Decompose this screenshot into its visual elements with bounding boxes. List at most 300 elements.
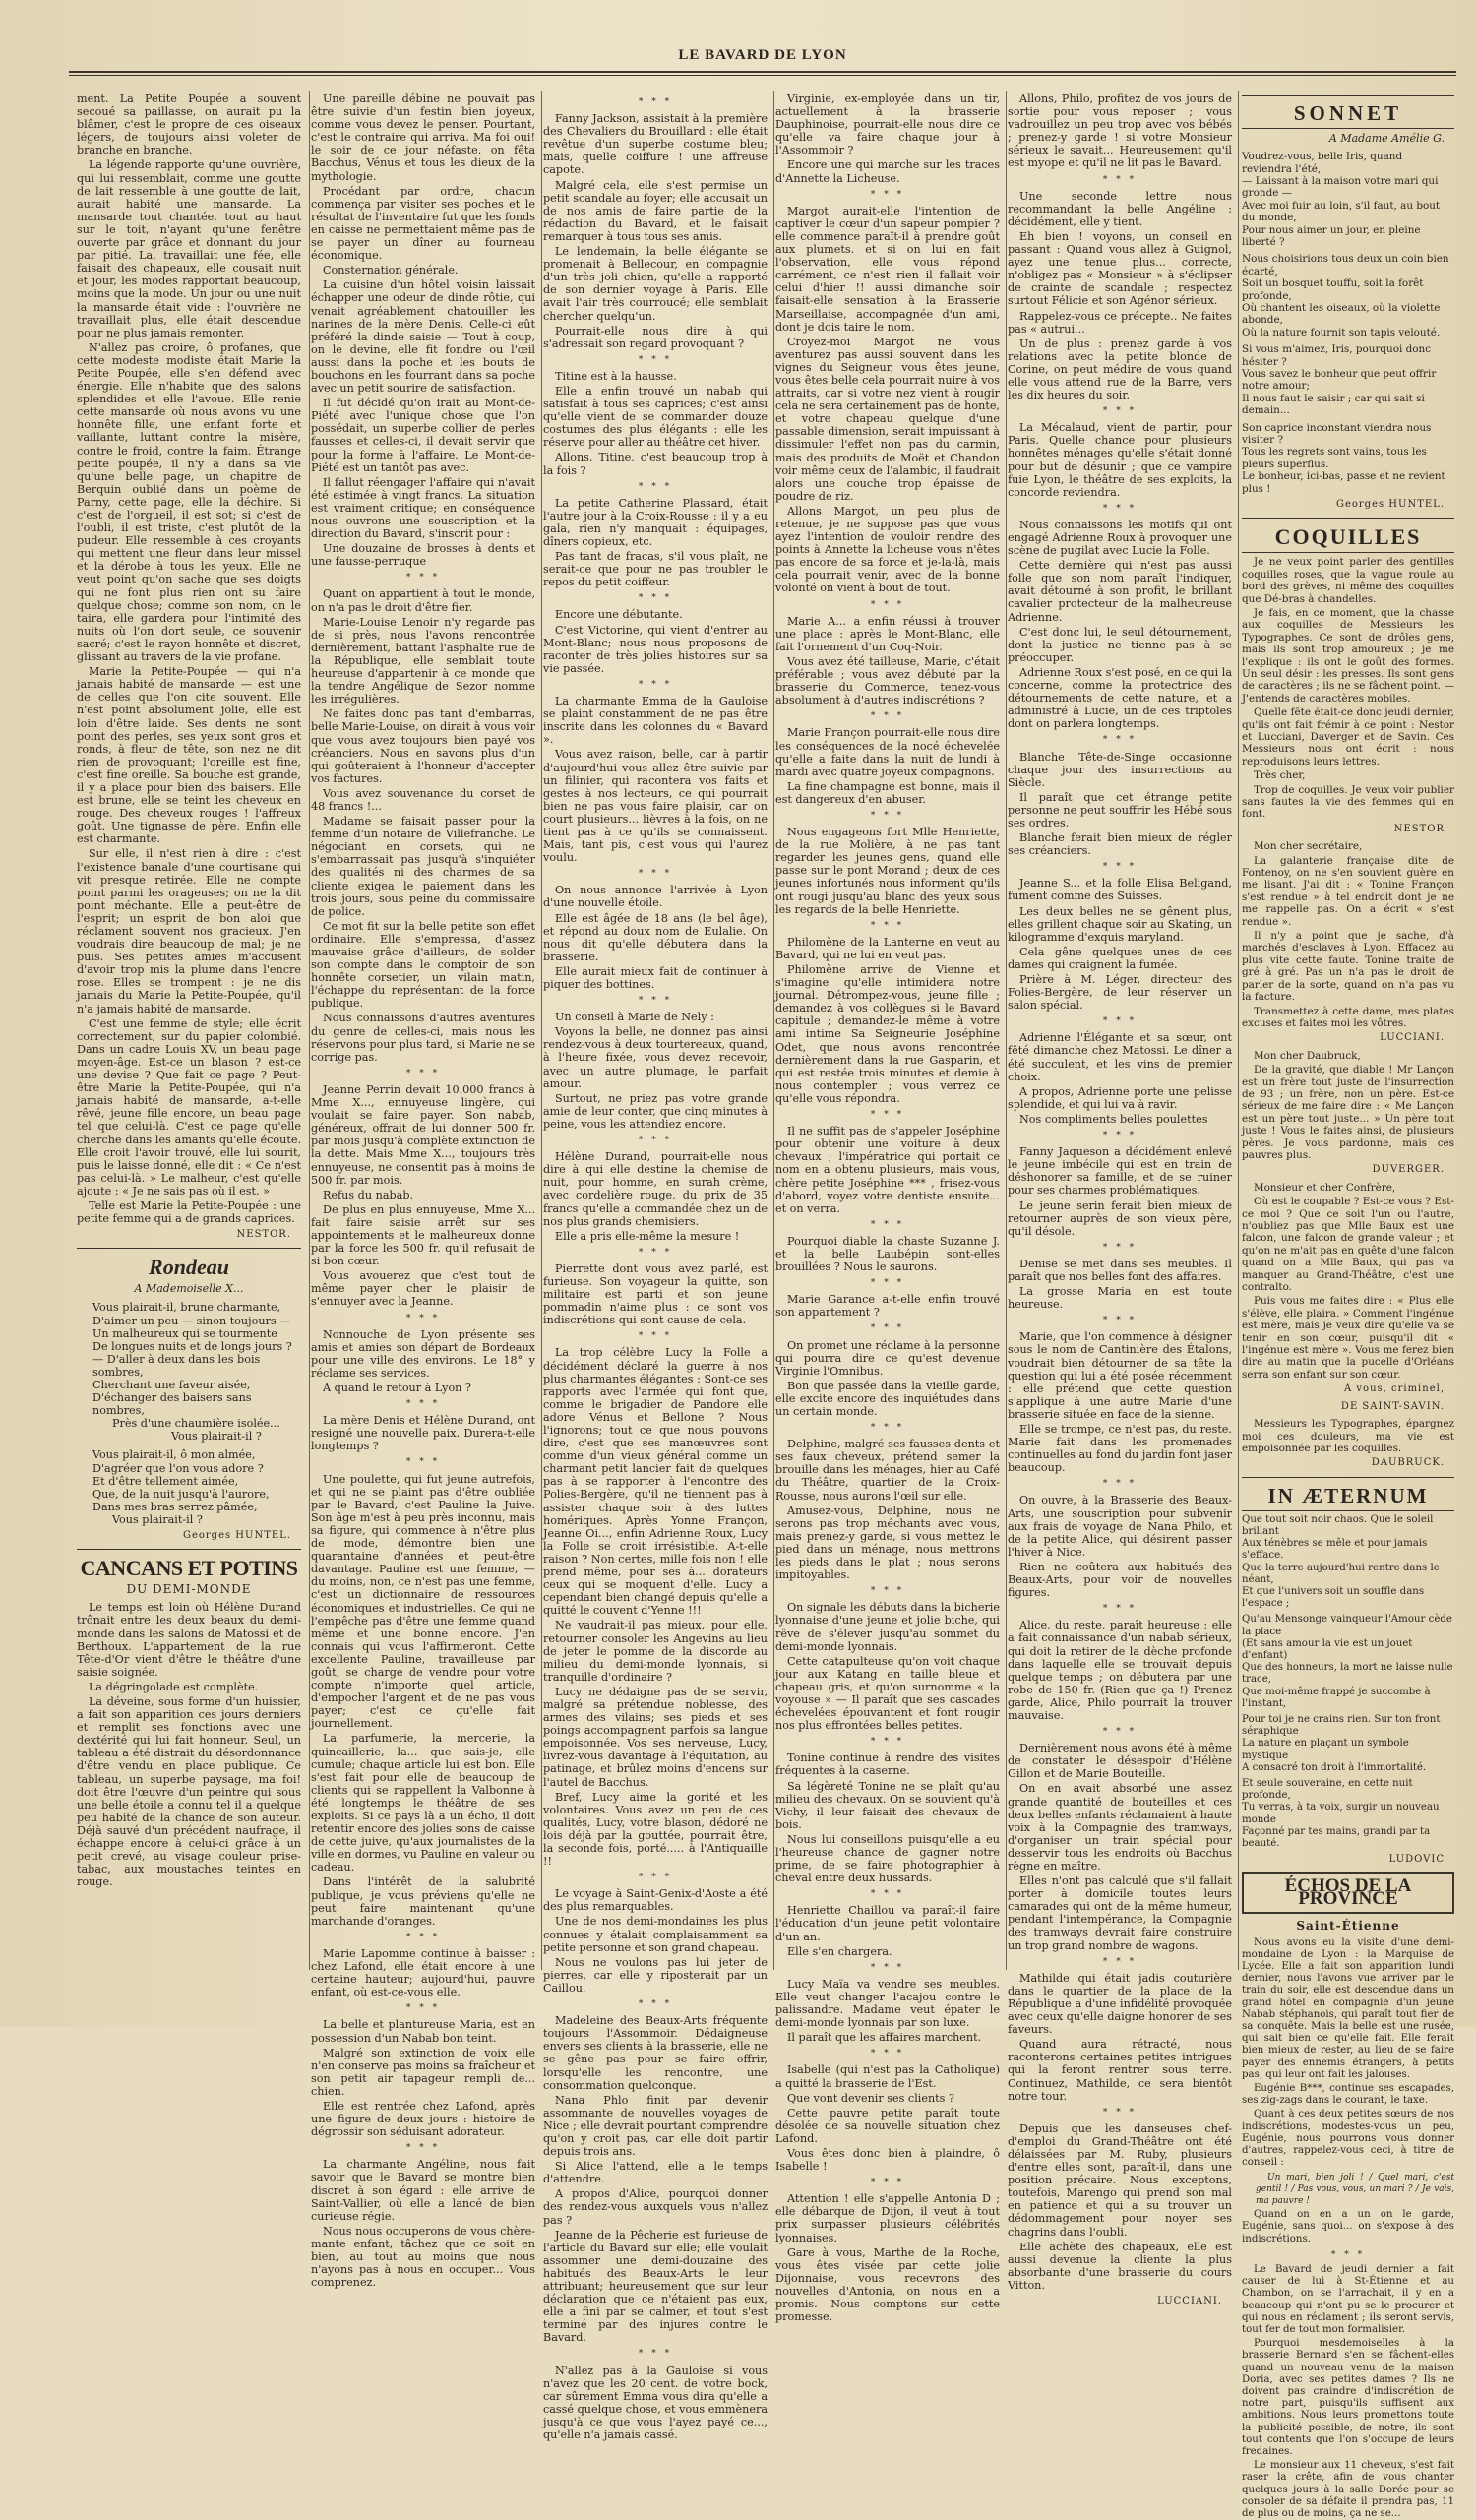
- poem-line: Et que l'univers soit un souffle dans l'espace ;: [1242, 1586, 1425, 1610]
- poem-line: Vous plairait-il ?: [171, 1430, 262, 1444]
- paragraph: Fanny Jackson, assistait à la première des Chevaliers du Brouillard : elle était revêtue d'un superbe costume bleu; mais, quelle coiffure ! une affreuse capote.: [543, 112, 768, 177]
- cancans-title: CANCANS ET POTINS: [80, 1556, 298, 1581]
- paragraph: Nous engageons fort Mlle Henriette, de la rue Molière, à ne pas tant regarder les jeunes gens, quand elle passe sur le pont Morand ; deux de ces jeunes infortunés nous informent qu'ils ont rougi jusqu'au blanc des yeux sous les regards de la belle Henriette.: [775, 826, 1000, 916]
- section-stars: * * *: [1102, 503, 1138, 514]
- paragraph: Marie la Petite-Poupée — qui n'a jamais habité de mansarde — est une de celles que l'on cite souvent. Elle n'est point absolument jolie, elle est loin d'être laide. Ses dents ne sont point des perles, ses yeux sont gros et ronds, à fleur de tête, son nez ne dit rien de provoquant; l'oreille est fine, c'est fine oreille. Sa bouche est grande, il y a place pour bien des baisers. Elle est brune, elle se teint les cheveux en rouge. Des cheveux rouges ! l'affreux goût. Une tignasse de père. Enfin elle est charmante.: [77, 665, 301, 846]
- poem-line: (Et sans amour la vie est un jouet d'enfant): [1242, 1637, 1413, 1662]
- section-stars: * * *: [638, 1136, 673, 1146]
- signature: NESTOR: [1393, 823, 1445, 834]
- section-stars: * * *: [870, 1219, 905, 1230]
- paragraph: Pas tant de fracas, s'il vous plaît, ne serait-ce que pour ne pas troubler le repos du petit coiffeur.: [543, 550, 768, 589]
- section-stars: * * *: [638, 2349, 673, 2360]
- divider: [77, 1549, 301, 1550]
- paragraph: Denise se met dans ses meubles. Il paraît que nos belles font des affaires.: [1008, 1257, 1232, 1283]
- paragraph: Cette pauvre petite paraît toute désolée de sa nouvelle situation chez Lafond.: [775, 2106, 1000, 2145]
- paragraph: Il paraît que les affaires marchent.: [787, 2031, 982, 2045]
- paragraph: Quand aura rétracté, nous raconterons certaines petites intrigues qui la feront rentrer sous terre. Continuez, Mathilde, ce sera bientôt notre tour.: [1008, 2038, 1232, 2103]
- poem-line: Tu verras, à ta voix, surgir un nouveau monde: [1242, 1802, 1440, 1825]
- paragraph: Il n'y a point que je sache, d'à marchés d'esclaves à Lyon. Effacez au plus vite cette faute. Tonine traite de gré à gré. Pas un n'a pas le droit de parler de la sorte, quand on n'a pas vu la facture.: [1242, 930, 1454, 1004]
- section-stars: * * *: [870, 1423, 905, 1434]
- section-stars: * * *: [870, 920, 905, 931]
- paragraph: Nous nous occuperons de vous chère-mante enfant, tâchez que ce soit en bien, au tout au moins que nous n'ayons pas à nous en occuper... Vous comprenez.: [311, 2224, 535, 2290]
- paragraph: Blanche ferait bien mieux de régler ses créanciers.: [1008, 831, 1232, 858]
- paragraph: Allons, Philo, profitez de vos jours de sortie pour vous reposer ; vous vadrouillez un peu trop avec vos bébés ; prenez-y garde ! si votre Monsieur sérieux le savait... Heureusement qu'il est myope et qu'il ne lit pas le Bavard.: [1008, 92, 1232, 170]
- coquilles-title: COQUILLES: [1274, 524, 1422, 550]
- paragraph: Un de plus : prenez garde à vos relations avec la petite blonde de Corine, on peut médire de vous quand elle vous attend rue de la Barre, vers les dix heures du soir.: [1008, 337, 1232, 402]
- poem-line: Vous plairait-il ?: [112, 1512, 203, 1526]
- section-stars: * * *: [1102, 1016, 1138, 1027]
- poem-line: D'agréer que l'on vous adore ?: [92, 1461, 264, 1475]
- column-separator: [541, 91, 542, 1970]
- paragraph: Refus du nabab.: [323, 1188, 414, 1201]
- paragraph: Nana Phlo finit par devenir assommante de nouvelles voyages de Nice ; elle devrait pourtant comprendre qu'on y croit pas, car elle doit partir depuis trois ans.: [543, 2093, 768, 2159]
- paragraph: C'est donc lui, le seul détournement, dont la justice ne tienne pas à se préoccuper.: [1008, 625, 1232, 664]
- paragraph: Sur elle, il n'est rien à dire : c'est l'existence banale d'une courtisane qui vit presque retirée. Elle ne compte point parmi les orageuses; on ne la dit point méchante. Elle a peut-être de l'esprit; un esprit de bon aloi que réclament souvent nos gracieux. J'en voudrais dire beaucoup de mal; je ne puis. Ses petites amies m'accusent d'avoir trop mis la plume dans l'encre rose. Elles se trompent : je ne dis jamais du Marie la Petite-Poupée, qu'il n'a jamais habité de mansarde.: [77, 847, 301, 1015]
- poem-line: Voudrez-vous, belle Iris, quand reviendra l'été,: [1242, 151, 1403, 175]
- signature: DUVERGER.: [1372, 1164, 1445, 1176]
- paragraph: Allons, Titine, c'est beaucoup trop à la fois ?: [543, 451, 768, 477]
- paragraph: La trop célèbre Lucy la Folle a décidément déclaré la guerre à nos plus charmantes élégantes : Sont-ce ses rapports avec l'armée qui font que, comme le brigadier de Pandore elle adore Vénus et Bellone ? Nous l'ignorons; tout ce que nous pouvons dire, c'est que ses manœuvres sont comme d'un vieux général comme un charmant petit lancier fait de quelques pas à se rapporter à l'encontre des Polies-Bergère, qu'il ne tiennent pas à assister chaque soir à des luttes homériques. Après Yonne Françon, Jeanne Oi..., enfin Adrienne Roux, Lucy la Folle se croit irrésistible. A-t-elle raison ? Non certes, mille fois non ! elle prend même, pour ses à... dorateurs ceux qui se moquent d'elle. Lucy a cependant bien changé depuis qu'elle a quitté le couvent d'Yenne !!!: [543, 1346, 768, 1618]
- paragraph: Marie, que l'on commence à désigner sous le nom de Cantinière des Étalons, voudrait bien détourner de sa tête la question qui lui a été posée récemment : elle prétend que cette question s'applique à une autre Marie d'une brasserie située en face de la sienne.: [1008, 1330, 1232, 1421]
- section-stars: * * *: [638, 679, 673, 690]
- column-separator: [773, 91, 774, 1970]
- paragraph: Adrienne Roux s'est posé, en ce qui la concerne, comme la protectrice des détournements de cette nature, et a administré à Lucie, un de ces triptoles dont on parlera longtemps.: [1008, 665, 1232, 731]
- column-4: [775, 92, 1000, 2324]
- paragraph: Il fut décidé qu'on irait au Mont-de-Piété avec l'unique chose que l'on possédait, un superbe collier de perles fausses et celles-ci, il devait servir que pour la forme à l'affaire. Le Mont-de-Piété est un tantôt pas avec.: [311, 397, 535, 474]
- paragraph: Trop de coquilles. Je veux voir publier sans fautes la vie des femmes qui en font.: [1242, 783, 1454, 821]
- paragraph: Malgré cela, elle s'est permise un petit scandale au foyer; elle accusait un de nos amis de faire partie de la rédaction du Bavard, et le faisait remarquer à tous tous ses amis.: [543, 178, 768, 243]
- paragraph: Vous avez raison, belle, car à partir d'aujourd'hui vous allez être suivie par un filinier, qui racontera vos faits et gestes à nos lecteurs, ce qui pourrait bien ne pas vous faire plaisir, car on court plusieurs... lièvres à la fois, on ne tient pas à ce qu'ils se connaissent. Mais, tant pis, c'est vous qui l'aurez voulu.: [543, 748, 768, 865]
- paragraph: La galanterie française dite de Fontenoy, on ne s'en souvient guère en me lisant. J'ai dit : « Tonine Françon s'est rendue » à tel endroit dont je ne me rappelle pas. On a écrit « s'est rendue ».: [1242, 854, 1454, 928]
- paragraph: Ce mot fit sur la belle petite son effet ordinaire. Elle s'empressa, d'assez mauvaise grâce d'ailleurs, de solder son compte dans le comptoir de son honnête corsetier, un vilain matin, l'échappe du représentant de la force publique.: [311, 919, 535, 1011]
- poem-line: Où la nature fournit son tapis velouté.: [1242, 326, 1441, 338]
- paragraph: Eh bien ! voyons, un conseil en passant : Quand vous allez à Guignol, ayez une tenue plus... correcte, n'obligez pas « Monsieur » à s'éclipser de crainte de scandale ; respectez surtout Félicie et son Agénor sérieux.: [1008, 229, 1232, 308]
- poem-line: Vous plairait-il, brune charmante,: [92, 1301, 281, 1315]
- paragraph: Un mari, bien joli ! / Quel mari, c'est gentil ! / Pas vous, vous, un mari ? / Je vais, ma pauvre !: [1256, 2172, 1454, 2206]
- echos-body: [1242, 1937, 1454, 2520]
- paragraph: Cette catapulteuse qu'on voit chaque jour aux Katang en taille bleue et chapeau gris, et qu'on surnomme « la voyouse » — Il paraît que ses cascades échevelées épouvantent et font rougir nos plus effrontées belles petites.: [775, 1654, 1000, 1733]
- paragraph: Alice, du reste, paraît heureuse : elle a fait connaissance d'un nabab sérieux, qui doit la retirer de la dèche profonde dans laquelle elle se trouvait depuis quelque temps ; on débutera par une robe de 150 fr. (Rien que ça !) Prenez garde, Alice, Philo pourrait la trouver mauvaise.: [1008, 1619, 1232, 1722]
- paragraph: Sa légèreté Tonine ne se plaît qu'au milieu des chevaux. On se souvient qu'à Vichy, il leur faisait des chevaux de bois.: [775, 1779, 1000, 1831]
- paragraph: Fanny Jaqueson a décidément enlevé le jeune imbécile qui est en train de déshonorer sa famille, et de se ruiner pour ses charmes problématiques.: [1008, 1145, 1232, 1198]
- section-stars: * * *: [870, 1278, 905, 1289]
- signature: NESTOR.: [236, 1229, 291, 1241]
- paragraph: Mon cher Daubruck,: [1254, 1049, 1361, 1062]
- paragraph: Allons Margot, un peu plus de retenue, je ne suppose pas que vous ayez l'intention de vouloir rendre des points à Annette la licheuse vous n'êtes pas encore de sa force et je-la-là, mais cela pourrait venir, avec de la bonne volonté on vient à bout de tout.: [775, 504, 1000, 595]
- divider: [1242, 95, 1454, 96]
- paragraph: Mon cher secrétaire,: [1254, 840, 1363, 853]
- section-stars: * * *: [870, 1737, 905, 1748]
- paragraph: Jeanne Perrin devait 10.000 francs à Mme X..., ennuyeuse lingère, qui voulait se faire payer. Son nabab, généreux, offrait de lui donner 500 fr. par mois jusqu'à complète extinction de la dette. Mais Mme X..., toujours très ennuyeuse, ne consentit pas à moins de 500 fr. par mois.: [311, 1082, 535, 1187]
- paragraph: Pourquoi mesdemoiselles à la brasserie Bernard s'en se fâchent-elles quand un nouveau venu de la maison Doria, avec ses petites dames ? Ils ne doivent pas craindre d'indiscrétion de notre part, puisqu'ils suffisent aux ambitions. Nous leurs promettons toute la publicité possible, de notre, ils sont tout contents que l'on s'occupe de leurs fredaines.: [1242, 2338, 1454, 2457]
- divider: [1242, 518, 1454, 519]
- section-stars: * * *: [638, 97, 673, 107]
- paragraph: Le monsieur aux 11 cheveux, s'est fait raser la crête, afin de vous chanter quelques jours à la salle Dorée pour se consoler de sa défaite il prendra pas, 11 de plus ou de moins, ça ne se...: [1242, 2460, 1454, 2519]
- paragraph: La mère Denis et Hélène Durand, ont resigné une nouvelle paix. Durera-t-elle longtemps ?: [311, 1414, 535, 1453]
- column-5: [1008, 92, 1232, 2306]
- paragraph: Elle achète des chapeaux, elle est aussi devenue la cliente la plus absorbante d'une brasserie du cours Vitton.: [1008, 2240, 1232, 2292]
- paragraph: Quant on appartient à tout le monde, on n'a pas le droit d'être fier.: [311, 587, 535, 614]
- paragraph: A propos, Adrienne porte une pelisse splendide, et qui lui va à ravir.: [1008, 1084, 1232, 1111]
- paragraph: La charmante Emma de la Gauloise se plaint constamment de ne pas être inscrite dans les colonnes du « Bavard ».: [543, 695, 768, 747]
- paragraph: La cuisine d'un hôtel voisin laissait échapper une odeur de dinde rôtie, qui venait agréablement chatouiller les narines de la mère Denis. Celle-ci eût préféré la dinde saisie — Tout à coup, on le devine, elle fit fondre ou l'œil aussi dans la poche et les bouts de bouchons en les fourrant dans sa poche avec un petit sourire de satisfaction.: [311, 278, 535, 396]
- poem-line: Le bonheur, ici-bas, passe et ne revient plus !: [1242, 470, 1445, 495]
- paragraph: Nous ne voulons pas lui jeter de pierres, car elle y riposterait par un Caillou.: [543, 1955, 768, 1995]
- paragraph: Isabelle (qui n'est pas la Catholique) a quitté la brasserie de l'Est.: [775, 2063, 1000, 2090]
- paragraph: Nous connaissons les motifs qui ont engagé Adrienne Roux à provoquer une scène de pugilat avec Lucie la Folle.: [1008, 518, 1232, 558]
- paragraph: On nous annonce l'arrivée à Lyon d'une nouvelle étoile.: [543, 884, 768, 910]
- column-separator: [1006, 91, 1007, 1970]
- poem-line: Il nous faut le saisir ; car qui sait si demain...: [1242, 392, 1425, 417]
- poem-line: Dans mes bras serrez pâmée,: [92, 1500, 258, 1513]
- aeternum-poem: [1242, 1514, 1454, 1850]
- paragraph: La légende rapporte qu'une ouvrière, qui lui ressemblait, comme une goutte de lait ressemble à une goutte de lait, aurait habité une mansarde. La mansarde tout chantée, tout au haut sur le toit, n'ayant qu'une fenêtre ouverte par grâce et donnant du jour par pitié. La, travaillait une fée, elle faisait des chapeaux, elle cousait nuit et jour, les modes rapportait beaucoup, moins que la mode. Un jour ou une nuit la mansarde était vide : l'ouvrière ne travaillait plus, elle était descendue pour ne plus jamais remonter.: [77, 158, 301, 339]
- paragraph: Elle aurait mieux fait de continuer à piquer des bottines.: [543, 964, 768, 991]
- poem-line: Aux ténèbres se mêle et pour jamais s'efface.: [1242, 1538, 1428, 1562]
- paragraph: Gare à vous, Marthe de la Roche, vous êtes visée par cette jolie Dijonnaise, vous recevrons des nouvelles d'Antonia, on nous en a promis. Nous comptons sur cette promesse.: [775, 2245, 1000, 2324]
- paragraph: Blanche Tête-de-Singe occasionne chaque jour des insurrections au Siècle.: [1008, 750, 1232, 789]
- section-stars: * * *: [870, 810, 905, 821]
- column-separator: [1238, 91, 1239, 1970]
- paragraph: La belle et plantureuse Maria, est en possession d'un Nabab bon teint.: [311, 2018, 535, 2045]
- paragraph: Philomène arrive de Vienne et s'imagine qu'elle intimidera notre journal. Détrompez-vous, jeune fille ; demandez à vos collègues si le Bavard capitule ; demandez-le même à votre ami intime Sa Seigneurie Joséphine Odet, que nous avons rencontrée dernièrement dans la rue Gasparin, et qui est restée trois minutes et demie à nous contempler ; vous verrez ce qu'elle vous répondra.: [775, 963, 1000, 1105]
- paragraph: Elle est rentrée chez Lafond, après une figure de deux jours : histoire de dégrossir son séduisant adorateur.: [311, 2099, 535, 2139]
- poem-line: Si vous m'aimez, Iris, pourquoi donc hésiter ?: [1242, 343, 1432, 368]
- paragraph: Mathilde qui était jadis couturière dans le quartier de la place de la République a d'une infidélité provoquée avec ceux qu'elle daigne honorer de ses faveurs.: [1008, 1971, 1232, 2037]
- section-stars: * * *: [405, 2003, 441, 2014]
- paragraph: N'allez pas à la Gauloise si vous n'avez que les 20 cent. de votre bock, car sûrement Emma vous dira qu'elle a cassé quelque chose, et vous emmènera jusqu'à ce que vous l'ayez payé ce..., qu'elle n'a jamais cassé.: [543, 2364, 768, 2442]
- section-stars: * * *: [1330, 2249, 1366, 2260]
- paragraph: Puis vous me faites dire : « Plus elle s'élève, elle plaira. » Comment l'ingénue est mère, mais je veux dire qu'elle va se tenir en son cœur, puisqu'il dit « l'ingénue est mère ». Vous me ferez bien dire au matin que la pucelle d'Orléans serra son enfant sur son cœur.: [1242, 1295, 1454, 1381]
- poem-line: La nature en plaçant un symbole mystique: [1242, 1738, 1409, 1761]
- paragraph: Bref, Lucy aime la gorité et les volontaires. Vous avez un peu de ces qualités, Lucy, votre blason, dédoré ne lois déjà par la gouttée, pourrait être, la seconde fois, porté..... à l'Antiquaille !!: [543, 1790, 768, 1869]
- section-stars: * * *: [1102, 2107, 1138, 2118]
- paragraph: Henriette Chaillou va paraît-il faire l'éducation d'un jeune petit volontaire d'un an.: [775, 1904, 1000, 1943]
- paragraph: La fine champagne est bonne, mais il est dangereux d'en abuser.: [775, 779, 1000, 806]
- poem-line: Et seule souveraine, en cette nuit profonde,: [1242, 1778, 1413, 1802]
- paragraph: De plus en plus ennuyeuse, Mme X... fait faire saisie arrêt sur ses appointements et le malheureux donne par la force les 500 fr. qu'il refusait de si bon cœur.: [311, 1202, 535, 1268]
- paragraph: Ne vaudrait-il pas mieux, pour elle, retourner consoler les Angevins au lieu de jeter le pomme de la discorde au milieu du demi-monde lyonnais, si tranquille d'ordinaire ?: [543, 1619, 768, 1684]
- paragraph: Vous avouerez que c'est tout de même payer cher le plaisir de s'ennuyer avec la Jeanne.: [311, 1269, 535, 1309]
- sonnet-title: SONNET: [1293, 101, 1403, 125]
- paragraph: Le Bavard de jeudi dernier a fait causer de lui à St-Étienne et au Chambon, on se l'arrachait, il y en a beaucoup qui n'ont pu se le procurer et qui nous en réclament ; ils seront servis, tout fer de tout mon formalisier.: [1242, 2263, 1454, 2335]
- paragraph: Voyons la belle, ne donnez pas ainsi rendez-vous à deux tourtereaux, quand, à l'heure fixée, vous devez recevoir, avec un autre plumage, le parfait amour.: [543, 1025, 768, 1090]
- paragraph: Le jeune serin ferait bien mieux de retourner auprès de son vieux père, qu'il désole.: [1008, 1199, 1232, 1238]
- paragraph: Marie Françon pourrait-elle nous dire les conséquences de la nocé échevelée qu'elle a faite dans la nuit de lundi à mardi avec quatre joyeux compagnons.: [775, 726, 1000, 778]
- paragraph: Nous connaissons d'autres aventures du genre de celles-ci, mais nous les réservons pour plus tard, si Marie ne se corrige pas.: [311, 1012, 535, 1064]
- section-stars: * * *: [638, 869, 673, 880]
- section-stars: * * *: [405, 1399, 441, 1410]
- paragraph: Dernièrement nous avons été à même de constater le désespoir d'Hélène Gillon et de Marie Bouteille.: [1008, 1742, 1232, 1781]
- paragraph: La déveine, sous forme d'un huissier, a fait son apparition ces jours derniers et remplit ses fonctions avec une dextérité qui lui fait honneur. Seul, un tableau a été distrait du désordonnance d'être vendu en place publique. Ce tableau, un superbe paysage, ma foi! doit être l'œuvre d'un peintre qui sous une belle étoile a connu tel il a quelque peu habité de la chance de son auteur. Déjà sauvé d'un précédent naufrage, il échappe encore à celui-ci grâce à un petit crevé, au visage couleur prise-tabac, aux moustaches teintes en rouge.: [77, 1694, 301, 1889]
- paragraph: Il fallut réengager l'affaire qui n'avait été estimée à vingt francs. La situation est vraiment critique; en conséquence nous ouvrons une souscription et la direction du Bavard, s'inscrit pour :: [311, 475, 535, 541]
- poem-line: A consacré ton droit à l'immortalité.: [1242, 1761, 1427, 1773]
- paragraph: Jeanne de la Pêcherie est furieuse de l'article du Bavard sur elle; elle voulait assommer une demi-douzaine des habitués des Beaux-Arts le leur attribuant; heureusement que sur leur déclaration que ce n'étaient pas eux, elle a fini par se calmer, et tout s'est terminé par des injures contre le Bavard.: [543, 2228, 768, 2345]
- poem-line: De longues nuits et de longs jours ?: [92, 1339, 292, 1353]
- poem-line: Que la terre aujourd'hui rentre dans le néant,: [1242, 1562, 1440, 1585]
- masthead-rule-top: [69, 71, 1456, 73]
- section-stars: * * *: [405, 1932, 441, 1942]
- poem-line: Avec moi fuir au loin, s'il faut, au bout du monde,: [1242, 199, 1441, 224]
- paragraph: Pourquoi diable la chaste Suzanne J. et la belle Laubépin sont-elles brouillées ? Nous le saurons.: [775, 1234, 1000, 1274]
- poem-line: Un malheureux qui se tourmente: [92, 1326, 277, 1340]
- divider: [1242, 1477, 1454, 1478]
- paragraph: Malgré son extinction de voix elle n'en conserve pas moins sa fraîcheur et son petit air tapageur rempli de... chien.: [311, 2046, 535, 2098]
- paragraph: Madeleine des Beaux-Arts fréquente toujours l'Assommoir. Dédaigneuse envers ses clients à la brasserie, elle ne se gêne pas pour se faire offrir, lorsqu'elle les rencontre, une consommation quelconque.: [543, 2014, 768, 2092]
- poem-line: Soit un bosquet touffu, soit la forêt profonde,: [1242, 277, 1424, 302]
- paragraph: Une seconde lettre nous recommandant la belle Angéline : décidément, elle y tient.: [1008, 189, 1232, 228]
- paragraph: La dégringolade est complète.: [89, 1680, 259, 1693]
- paragraph: Depuis que les danseuses chef-d'emploi du Grand-Théâtre ont été délaissées par M. Ruby, plusieurs d'entre elles sont, paraît-il, dans une position précaire. Nous exceptons, toutefois, Marengo qui prend son mal en patience et qui a su trouver un dédommagement pour noyer ses chagrins dans l'oubli.: [1008, 2121, 1232, 2239]
- paragraph: Elle a pris elle-même la mesure !: [555, 1229, 740, 1243]
- paragraph: La grosse Maria en est toute heureuse.: [1008, 1285, 1232, 1312]
- paragraph: Virginie, ex-employée dans un tir, actuellement à la brasserie Dauphinoise, pourrait-elle nous dire ce qu'elle va faire chaque jour à l'Assommoir ?: [775, 92, 1000, 157]
- paragraph: Nonnouche de Lyon présente ses amis et amies son départ de Bordeaux pour une ville des environs. Le 18° y réclame ses services.: [311, 1327, 535, 1380]
- paragraph: Lucy ne dédaigne pas de se servir, malgré sa prétendue noblesse, des armes des vilains; ses pieds et ses poings accompagnent parfois sa langue empoisonnée. Vos ses nerveuse, Lucy, livrez-vous davantage à l'équitation, au patinage, et brûlez moins d'encens sur l'autel de Bacchus.: [543, 1685, 768, 1789]
- paragraph: Elle a enfin trouvé un nabab qui satisfait à tous ses caprices; c'est ainsi qu'elle vient de se commander douze costumes des plus élégants : elle les réserve pour aller au théâtre cet hiver.: [543, 384, 768, 450]
- paragraph: Rappelez-vous ce précepte.. Ne faites pas « autrui...: [1008, 309, 1232, 336]
- paragraph: Nous avons eu la visite d'une demi-mondaine de Lyon : la Marquise de Lycée. Elle a fait son apparition lundi dernier, nous l'avons vue arriver par le train du soir, elle est descendue dans un grand hôtel en compagnie d'un jeune Nabab stéphanois, qui paraît tout fier de sa conquête. Mais la belle est une rusée, qui sait bien ce qu'elle fait. Elle ferait bien mieux de rester, au lieu de se faire payer des ennemis étrangers, à petits pas, qui leur ont fait les jalouses.: [1242, 1936, 1454, 2080]
- section-stars: * * *: [1102, 1727, 1138, 1738]
- section-stars: * * *: [870, 2049, 905, 2059]
- poem-line: — D'aller à deux dans les bois sombres,: [92, 1352, 261, 1379]
- poem-line: D'aimer un peu — sinon toujours —: [92, 1314, 291, 1327]
- paragraph: C'est Victorine, qui vient d'entrer au Mont-Blanc; nous nous proposons de raconter de très jolies histoires sur sa vie passée.: [543, 623, 768, 675]
- column-2: [311, 92, 535, 2290]
- signature: DAUBRUCK.: [1371, 1457, 1445, 1469]
- section-stars: * * *: [405, 573, 441, 584]
- section-stars: * * *: [870, 1586, 905, 1597]
- paragraph: Quant à ces deux petites sœurs de nos indiscrétions, modestes-vous un peu, Eugénie, nous pourrons vous donner d'autres, rappelez-vous ceci, à titre de conseil :: [1242, 2109, 1454, 2169]
- sonnet-dedication: A Madame Amélie G.: [1328, 132, 1445, 146]
- paragraph: Dans l'intérêt de la salubrité publique, je vous préviens qu'elle ne peut faire maintenant qu'une marchande d'oranges.: [311, 1875, 535, 1928]
- paragraph: Une pareille débine ne pouvait pas être suivie d'un festin bien joyeux, comme vous devez le penser. Pourtant, c'est le contraire qui arriva. Ma foi oui! le soir de ce jour néfaste, on fêta Bacchus, Vénus et tous les dieux de la mythologie.: [311, 92, 535, 183]
- paragraph: Ne faites donc pas tant d'embarras, belle Marie-Louise, on dirait à vous voir que vous avez toujours bien payé vos créanciers. Nous en savons plus d'un qui goûteraient à l'honneur d'accepter vos factures.: [311, 707, 535, 785]
- paragraph: On ouvre, à la Brasserie des Beaux-Arts, une souscription pour subvenir aux frais de voyage de Nana Philo, et de la petite Alice, qui désirent passer l'hiver à Nice.: [1008, 1494, 1232, 1559]
- column-1: [77, 92, 301, 1967]
- divider: [77, 1248, 301, 1249]
- paragraph: La charmante Angéline, nous fait savoir que le Bavard se montre bien discret à son égard : elle arrive de Saint-Vallier, où elle a lancé de bien curieuse régie.: [311, 2158, 535, 2223]
- paragraph: Tonine continue à rendre des visites fréquentes à la caserne.: [775, 1752, 1000, 1778]
- poem-line: Où chantent les oiseaux, où la violette abonde,: [1242, 302, 1441, 327]
- section-stars: * * *: [1102, 174, 1138, 185]
- paragraph: Madame se faisait passer pour la femme d'un notaire de Villefranche. Le négociant en corsets, qui ne s'embarrassait pas jusqu'à s'inquiéter des qualités ni des charmes de sa cliente exigea le paiement dans les trois jours, sous peine du commissaire de police.: [311, 815, 535, 918]
- poem-line: Que, de la nuit jusqu'à l'aurore,: [92, 1487, 270, 1501]
- paragraph: Eugénie B***, continue ses escapades, ses zig-zags dans le courant, le taxe.: [1242, 2083, 1454, 2107]
- section-stars: * * *: [1102, 1242, 1138, 1253]
- column-3: [543, 92, 768, 2442]
- echos-subtitle: Saint-Étienne: [1296, 1918, 1400, 1933]
- paragraph: Monsieur et cher Confrère,: [1254, 1181, 1396, 1194]
- poem-line: — Laissant à la maison votre mari qui gronde —: [1242, 174, 1439, 200]
- section-stars: * * *: [870, 1962, 905, 1973]
- section-stars: * * *: [1102, 735, 1138, 746]
- paragraph: On en avait absorbé une assez grande quantité de bouteilles et ces deux belles enfants réclamaient à haute voix à la Compagnie des tramways, d'organiser un train spécial pour desservir tous les endroits où Bacchus règne en maître.: [1008, 1782, 1232, 1873]
- paragraph: Que vont devenir ses clients ?: [787, 2091, 954, 2105]
- paragraph: Une douzaine de brosses à dents et une fausse-perruque: [311, 542, 535, 569]
- paragraph: A propos d'Alice, pourquoi donner des rendez-vous auxquels vous n'allez pas ?: [543, 2187, 768, 2227]
- section-stars: * * *: [638, 1247, 673, 1258]
- rondeau-poem: [77, 1301, 301, 1526]
- section-stars: * * *: [405, 2143, 441, 2154]
- paragraph: Les deux belles ne se gênent plus, elles grillent chaque soir au Skating, un kilogramme d'exquis maryland.: [1008, 904, 1232, 944]
- section-stars: * * *: [870, 2178, 905, 2188]
- paragraph: Cette dernière qui n'est pas aussi folle que son nom paraît l'indiquer, avait détourné à son profit, le brillant cavalier protecteur de la malheureuse Adrienne.: [1008, 559, 1232, 624]
- paragraph: Telle est Marie la Petite-Poupée : une petite femme qui a de grands caprices.: [77, 1199, 301, 1226]
- section-stars: * * *: [1102, 862, 1138, 873]
- section-stars: * * *: [870, 1889, 905, 1900]
- paragraph: Elle s'en chargera.: [787, 1944, 892, 1958]
- paragraph: Procédant par ordre, chacun commença par visiter ses poches et le résultat de l'inventaire fut que les fonds en caisse ne permettaient même pas de se payer un dîner au fourneau économique.: [311, 184, 535, 263]
- poem-line: Pour toi je ne crains rien. Sur ton front séraphique: [1242, 1714, 1441, 1738]
- paragraph: Quand on en a un on le garde, Eugénie, sans quoi... on s'expose à des indiscrétions.: [1242, 2209, 1454, 2244]
- section-stars: * * *: [638, 354, 673, 365]
- paragraph: Elle est âgée de 18 ans (le bel âge), et répond au doux nom de Eulalie. On nous dit qu'elle débutera dans la brasserie.: [543, 911, 768, 963]
- paragraph: Le temps est loin où Hélène Durand trônait entre les deux beaux du demi-monde dans les salons de Matossi et de Berthoux. L'appartement de la rue Tête-d'Or vient d'être le théâtre d'une saisie soignée.: [77, 1601, 301, 1679]
- section-stars: * * *: [638, 1999, 673, 2010]
- poem-line: D'échanger des baisers sans nombres,: [92, 1391, 252, 1418]
- echos-title: ÉCHOS DE LA PROVINCE: [1242, 1872, 1454, 1913]
- section-stars: * * *: [1102, 1479, 1138, 1490]
- paragraph: Le lendemain, la belle élégante se promenait à Bellecour, en compagnie d'un très joli chien, qu'elle a rapporté de son dernier voyage à Paris. Elle avait l'air très courroucé; elle semblait chercher quelqu'un.: [543, 245, 768, 323]
- poem-line: Cherchant une faveur aisée,: [92, 1379, 251, 1391]
- signature: A vous, criminel,: [1344, 1383, 1445, 1395]
- paragraph: Une de nos demi-mondaines les plus connues y étalait complaisamment sa petite personne et son grand chapeau.: [543, 1915, 768, 1954]
- paragraph: Pourrait-elle nous dire à qui s'adressait son regard provoquant ?: [543, 324, 768, 350]
- section-stars: * * *: [1102, 1956, 1138, 1967]
- paragraph: Marie Lapomme continue à baisser : chez Lafond, elle était encore à une certaine hauteur; aujourd'hui, pauvre enfant, où est-ce-vous elle.: [311, 1946, 535, 1999]
- paragraph: Titine est à la hausse.: [555, 369, 677, 383]
- paragraph: Elles n'ont pas calculé que s'il fallait porter à domicile toutes leurs camarades qui ont de la même humeur, pendant l'intempérance, la Compagnie des tramways devrait faire construire un trop grand nombre de wagons.: [1008, 1875, 1232, 1952]
- signature: LUCCIANI.: [1157, 2296, 1222, 2306]
- coquilles-body: [1242, 556, 1454, 1469]
- section-stars: * * *: [638, 1873, 673, 1883]
- section-stars: * * *: [870, 711, 905, 722]
- paragraph: Rien ne coûtera aux habitués des Beaux-Arts, pour voir de nouvelles figures.: [1008, 1560, 1232, 1600]
- paragraph: Marie A... a enfin réussi à trouver une place : après le Mont-Blanc, elle fait l'ornement d'un Coq-Noir.: [775, 614, 1000, 653]
- section-stars: * * *: [1102, 1316, 1138, 1326]
- poem-line: Et d'être tellement aimée,: [92, 1474, 239, 1488]
- paragraph: Croyez-moi Margot ne vous aventurez pas aussi souvent dans les vignes du Seigneur, vous êtes jeune, vous êtes belle cela pourrait nuire à vos attraits, car si votre nez vient à rougir cela ne sera certainement pas de honte, et votre chapeau quelque d'une passable dimension, serait impuissant à dissimuler l'effet non pas du carmin, mais des produits de Moët et Chandon voir même ceux de l'alambic, il faudrait alors une couche trop épaisse de poudre de riz.: [775, 335, 1000, 503]
- poem-line: Que des honneurs, la mort ne laisse nulle trace,: [1242, 1662, 1453, 1686]
- paragraph: Jeanne S... et la folle Elisa Beligand, fument comme des Suisses.: [1008, 877, 1232, 903]
- paragraph: Il paraît que cet étrange petite personne ne peut souffrir les Hébé sous ses ordres.: [1008, 790, 1232, 830]
- paragraph: C'est une femme de style; elle écrit correctement, sur du papier colombié. Dans un cadre Louis XV, un beau page moyen-âge. Est-ce un blason ? est-ce une devise ? Que fait ce page ? Peut-être Marie la Petite-Poupée, qui n'a jamais habité de mansarde, a-t-elle rêvé, jeune fille encore, un beau page tel que celui-là. C'est ce page qu'elle cherche dans les amants qu'elle écoute. Elle croit l'avoir trouvé, elle lui sourit, puis le laisse donné, elle dit : « Ce n'est pas celui-là. » Le malheur, c'est qu'elle ajoute : « Je ne sais pas où il est. »: [77, 1016, 301, 1198]
- column-6: [1242, 92, 1454, 2519]
- section-stars: * * *: [1102, 406, 1138, 417]
- paragraph: Marie-Louise Lenoir n'y regarde pas de si près, nous l'avons rencontrée dernièrement, battant l'asphalte rue de la République, elle semblait toute heureuse d'appartenir à ce monde que la tendre Angélique de Sezor nomme les irrégulières.: [311, 615, 535, 707]
- cancans-subtitle: DU DEMI-MONDE: [126, 1582, 252, 1597]
- poem-line: Que tout soit noir chaos. Que le soleil brillant: [1242, 1513, 1434, 1537]
- paragraph: Nous lui conseillons puisqu'elle a eu l'heureuse chance de gagner notre prime, de se faire photographier à cheval entre deux hussards.: [775, 1832, 1000, 1885]
- divider: [1242, 552, 1454, 553]
- divider: [1242, 1510, 1454, 1511]
- paragraph: La parfumerie, la mercerie, la quincaillerie, la... que sais-je, elle cumule; chaque article lui est bon. Elle s'est fait pour elle de beaucoup de clients qui se rappellent la Valbonne à été longtemps le théâtre de ses exploits. Si ce pays là a un écho, il doit retentir encore des jolies sons de caisse de cette juive, qu'aux journalistes de la ville en dormes, vu Pauline en valeur ou cadeau.: [311, 1732, 535, 1875]
- paragraph: Vous avez été tailleuse, Marie, c'était préférable ; vous avez débuté par la brasserie du Commerce, tenez-vous absolument à d'autres indiscrétions ?: [775, 654, 1000, 707]
- poem-line: Nous choisirions tous deux un coin bien écarté,: [1242, 253, 1449, 277]
- paragraph: Encore une qui marche sur les traces d'Annette la Licheuse.: [775, 158, 1000, 185]
- signature: Georges HUNTEL.: [182, 1530, 291, 1542]
- paragraph: Quelle fête était-ce donc jeudi dernier, qu'ils ont fait frémir à ce point : Nestor et Lucciani, Daverger et de Savin. Ces Messieurs nous ont écrit : nous reproduisons leurs lettres.: [1242, 707, 1454, 768]
- poem-line: Qu'au Mensonge vainqueur l'Amour cède la place: [1242, 1614, 1452, 1637]
- paragraph: A quand le retour à Lyon ?: [323, 1382, 471, 1394]
- signature: LUCCIANI.: [1380, 1032, 1445, 1044]
- section-stars: * * *: [638, 481, 673, 492]
- paragraph: Adrienne l'Élégante et sa sœur, ont fêté dimanche chez Matossi. Le dîner a été succulent, et les vins de premier choix.: [1008, 1031, 1232, 1083]
- poem-line: Pour nous aimer un jour, en pleine liberté ?: [1242, 223, 1421, 248]
- paragraph: Transmettez à cette dame, mes plates excuses et faites moi les vôtres.: [1242, 1005, 1454, 1029]
- masthead-rule-bottom: [69, 75, 1456, 76]
- paragraph: De la gravité, que diable ! Mr Lançon est un frère tout juste de l'insurrection de 93 ; un frère, non un père. Est-ce sérieux de me faire dire : « Me Lançon est un père tout juste... » Un père tout juste ! Vous le faites ainsi, de plusieurs pères. Je vous pardonne, mais ces pauvres plus.: [1242, 1064, 1454, 1161]
- section-stars: * * *: [870, 599, 905, 610]
- paragraph: La petite Catherine Plassard, était l'autre jour à la Croix-Rousse : il y a eu gala, rien n'y manquait : équipages, dîners copieux, etc.: [543, 496, 768, 548]
- paragraph: Marie Garance a-t-elle enfin trouvé son appartement ?: [775, 1293, 1000, 1320]
- paragraph: On promet une réclame à la personne qui pourra dire ce qu'est devenue Virginie l'Omnibus.: [775, 1338, 1000, 1378]
- sonnet-poem: [1242, 151, 1454, 495]
- poem-line: Tous les regrets sont vains, tous les pleurs superflus.: [1242, 446, 1427, 470]
- paragraph: ment. La Petite Poupée a souvent secoué sa paillasse, on aurait pu la blâmer, c'est le propre de ces oiseaux légers, de toujours ainsi voleter de branche en branche.: [77, 92, 301, 157]
- paragraph: N'allez pas croire, ô profanes, que cette modeste modiste était Marie la Petite Poupée, elle s'en défend avec énergie. Elle n'habite que des salons splendides et elle l'avoue. Elle renie cette mansarde où nous avons vu une honnête fille, une enfant forte et vaillante, luttant contre la misère, contre le froid, contre la faim. Étrange petite poupée, il n'y a dans sa vie qu'une belle page, un chapitre de Berquin oublié dans un poème de Parny, cette page, elle la déchire. Si c'est de l'orgueil, il est sot; si c'est de l'oubli, il est triste, c'est plutôt de la pudeur. Elle ressemble à ces croyants qui mettent une fleur dans leur missel et la dérobe à tous les yeux. Elle ne veut point qu'on sache que ses doigts qui ne font plus rien ont su faire quelque chose; comme son nom, on le taira, elle gardera pour l'intimité des nuits où l'on dort seule, ce souvenir sacré; c'est le rayon honnête et discret, glissant au travers de la vie profane.: [77, 340, 301, 664]
- section-stars: * * *: [1102, 1604, 1138, 1615]
- paragraph: Je ne veux point parler des gentilles coquilles roses, que la vague roule au bord des grèves, ni même des coquilles que Dé-bras à chandelles.: [1242, 556, 1454, 605]
- paragraph: Où est le coupable ? Est-ce vous ? Est-ce moi ? Que ce soit l'un ou l'autre, n'oubliez pas que Mlle Baux est une falcon, une falcon de grande valeur ; et qu'on ne m'ait pas en quête d'une falcon quand on a Mlle Baux, qui pas va manquer au Grand-Théâtre, c'est une contralto.: [1242, 1196, 1454, 1294]
- paragraph: Je fais, en ce moment, que la chasse aux coquilles de Messieurs les Typographes. Ce sont de drôles gens, mais ils sont trop amoureux ; je me l'explique : ils ont le goût des formes. Un seul désir : les presses. Ils sont gens de caractères ; ils ne se fâchent point. — J'entends de caractères mobiles.: [1242, 606, 1454, 705]
- section-stars: * * *: [638, 593, 673, 604]
- signature: LUDOVIC: [1388, 1854, 1445, 1866]
- poem-line: Près d'une chaumière isolée...: [112, 1417, 280, 1431]
- section-stars: * * *: [870, 1323, 905, 1334]
- poem-line: Que moi-même frappé je succombe à l'instant,: [1242, 1686, 1431, 1709]
- paragraph: Amusez-vous, Delphine, nous ne serons pas trop méchants avec vous, mais prenez-y garde, si vous mettez le pied dans un ménage, nous mettrons les pieds dans le plat ; nous serons impitoyables.: [775, 1504, 1000, 1582]
- poem-line: Façonné par tes mains, grandi par ta beauté.: [1242, 1825, 1431, 1850]
- paragraph: Bon que passée dans la vieille garde, elle excite encore des inquiétudes dans un certain monde.: [775, 1379, 1000, 1418]
- paragraph: On signale les débuts dans la bicherie lyonnaise d'une jeune et jolie biche, qui rêve de s'élever jusqu'au sommet du demi-monde lyonnais.: [775, 1601, 1000, 1653]
- paragraph: Surtout, ne priez pas votre grande amie de leur conter, que cinq minutes à peine, vous les attendiez encore.: [543, 1091, 768, 1131]
- paragraph: Delphine, malgré ses fausses dents et ses faux cheveux, prétend semer la brouille dans les ménages, hier au Café du Théâtre, quartier de la Croix-Rousse, nous aurons l'œil sur elle.: [775, 1438, 1000, 1503]
- paragraph: Cela gêne quelques unes de ces dames qui craignent la fumée.: [1008, 945, 1232, 971]
- paragraph: Lucy Maïa va vendre ses meubles. Elle veut changer l'acajou contre le palissandre. Madame veut épater le demi-monde lyonnais par son luxe.: [775, 1977, 1000, 2030]
- paragraph: Margot aurait-elle l'intention de captiver le cœur d'un sapeur pompier ? elle commence paraît-il à prendre goût aux plumets. et si on lui en fait l'observation, elle vous répond carrément, ce n'est rien il fallait voir celui d'hier !! aussi dimanche soir faisait-elle sensation à la Brasserie Marseillaise, accompagnée d'un ami, dont je dois taire le nom.: [775, 204, 1000, 334]
- paragraph: Messieurs les Typographes, épargnez moi ces douleurs, ma vie est empoisonnée par les coquilles.: [1242, 1418, 1454, 1454]
- paragraph: Vous avez souvenance du corset de 48 francs !...: [311, 786, 535, 813]
- paragraph: Hélène Durand, pourrait-elle nous dire à qui elle destine la chemise de nuit, pour homme, en surah crème, avec cordelière rouge, du prix de 35 francs qu'elle a commandée chez un de nos plus grands chemisiers.: [543, 1150, 768, 1228]
- poem-line: Vous savez le bonheur que peut offrir notre amour;: [1242, 368, 1437, 393]
- paragraph: Prière à M. Léger, directeur des Folies-Bergère, de leur réserver un salon spécial.: [1008, 973, 1232, 1013]
- section-stars: * * *: [870, 189, 905, 200]
- paragraph: Un conseil à Marie de Nely :: [555, 1011, 714, 1024]
- section-stars: * * *: [638, 996, 673, 1007]
- paragraph: Consternation générale.: [323, 264, 459, 277]
- section-stars: * * *: [405, 1068, 441, 1078]
- masthead: LE BAVARD DE LYON: [678, 47, 847, 63]
- paragraph: Nos compliments belles poulettes: [1019, 1112, 1208, 1126]
- paragraph: Encore une débutante.: [555, 608, 683, 622]
- paragraph: Elle se trompe, ce n'est pas, du reste. Marie fait dans les promenades continuelles au fond du jardin font jaser beaucoup.: [1008, 1423, 1232, 1475]
- paragraph: Une poulette, qui fut jeune autrefois, et qui ne se plaint pas d'être oubliée par le Bavard, c'est Pauline la Juive. Son âge m'est à peu près inconnu, mais sa figure, qui commence à n'être plus de mode, démontre bien une quarantaine d'années et peut-être davantage. Pauline est une femme, — du moins, non, ce n'est pas une femme, c'est un dictionnaire de ressources économiques et industrielles. Ce qui ne l'empêche pas d'être une femme quand même et une bonne encore. J'en connais qui vous l'affirmeront. Cette excellente Pauline, travailleuse par goût, se charge de vendre pour votre compte n'importe quel article, d'empocher l'argent et de ne pas vous payer; c'est ce qu'elle fait journellement.: [311, 1472, 535, 1731]
- rondeau-title: Rondeau: [149, 1255, 229, 1280]
- paragraph: Très cher,: [1254, 769, 1306, 782]
- paragraph: Il ne suffit pas de s'appeler Joséphine pour obtenir une voiture à deux chevaux ; l'impératrice qui portait ce nom en a obtenu plusieurs, mais vous, chère petite Joséphine *** , frisez-vous d'abord, voyez votre dentiste ensuite... et on verra.: [775, 1125, 1000, 1215]
- divider: [1242, 128, 1454, 129]
- paragraph: Pierrette dont vous avez parlé, est furieuse. Son voyageur la quitte, son militaire est parti et son jeune pommadin n'aime plus : ce sont vos indiscrétions qui sont cause de cela.: [543, 1261, 768, 1327]
- paragraph: Attention ! elle s'appelle Antonia D ; elle débarque de Dijon, il veut à tout prix surpasser plusieurs célébrités lyonnaises.: [775, 2192, 1000, 2244]
- section-stars: * * *: [638, 1331, 673, 1342]
- aeternum-title: IN ÆTERNUM: [1267, 1483, 1429, 1507]
- paragraph: La Mécalaud, vient de partir, pour Paris. Quelle chance pour plusieurs honnêtes ménages qu'elle s'était donné pour but de désunir ; que ce vampire fuie Lyon, le théâtre de ses exploits, la concorde reviendra.: [1008, 421, 1232, 499]
- poem-line: Vous plairait-il, ô mon almée,: [92, 1448, 256, 1462]
- section-stars: * * *: [405, 1313, 441, 1323]
- paragraph: Si Alice l'attend, elle a le temps d'attendre.: [543, 2160, 768, 2186]
